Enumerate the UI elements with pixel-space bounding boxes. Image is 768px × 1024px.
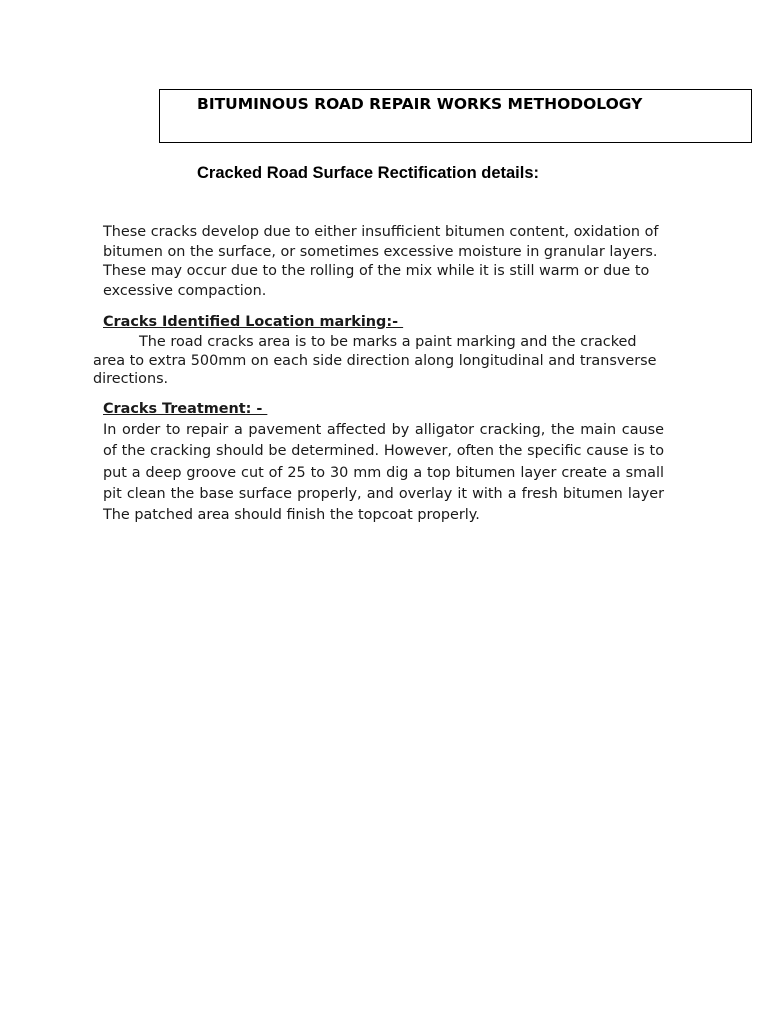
title-box bbox=[159, 89, 752, 143]
document-title: BITUMINOUS ROAD REPAIR WORKS METHODOLOGY bbox=[197, 95, 643, 113]
section-body-cracks-treatment: In order to repair a pavement affected by alligator cracking, the main cause of the cracking should be determined. However, often the specific cause is to put a deep groove cut of 25 to 30 mm dig a top bitumen layer create a small pit clean the base surface properly, and overlay it with a fresh bitumen layer The patched area should finish the topcoat properly. bbox=[103, 422, 664, 524]
document-subtitle: Cracked Road Surface Rectification details: bbox=[197, 164, 540, 182]
section-heading-cracks-treatment: Cracks Treatment: - bbox=[103, 401, 268, 417]
intro-paragraph: These cracks develop due to either insufficient bitumen content, oxidation of bitumen on the surface, or sometimes excessive moisture in granular layers. These may occur due to the rolling of the mix while it is still warm or due to excessive compaction. bbox=[103, 224, 659, 299]
section-body-location-marking: The road cracks area is to be marks a paint marking and the cracked area to extra 500mm on each side direction along longitudinal and transverse directions. bbox=[93, 334, 657, 387]
section-heading-location-marking: Cracks Identified Location marking:- bbox=[103, 314, 404, 330]
